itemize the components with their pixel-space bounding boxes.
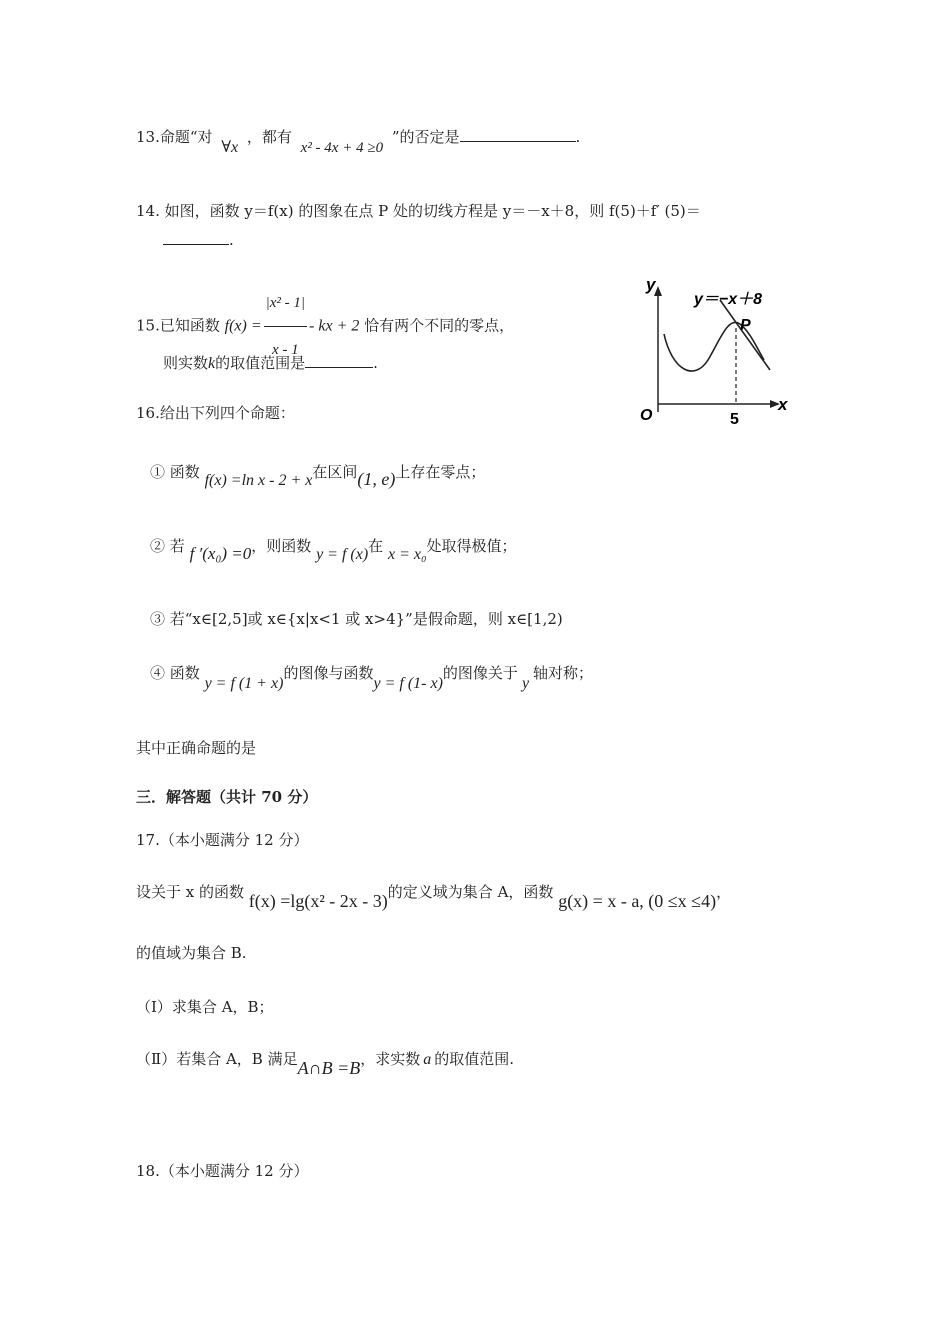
q15-end: . xyxy=(373,354,378,372)
question-13 xyxy=(136,126,581,156)
question-17-head: 17.（本小题满分 12 分） xyxy=(136,831,309,849)
q16-p4-math2: y = f (1- x) xyxy=(373,675,443,692)
question-15-line2 xyxy=(163,352,378,375)
q15-text-a: 15.已知函数 xyxy=(136,316,220,335)
q16-p2-math: f ′(x₀) =0 xyxy=(189,544,252,563)
q16-p1-c: 上存在零点； xyxy=(395,463,486,481)
q13-forall: ∀x xyxy=(221,139,239,156)
q17-l4-var: a xyxy=(423,1051,432,1068)
q17-l4-c: 的取值范围. xyxy=(434,1050,515,1068)
q15-text-b: 恰有两个不同的零点， xyxy=(364,316,515,335)
q17-line3: （Ⅰ）求集合 A，B； xyxy=(136,998,274,1016)
question-14 xyxy=(136,200,701,222)
question-14-line2 xyxy=(163,229,234,251)
q13-answer-blank xyxy=(460,127,576,142)
function-graph-figure xyxy=(628,272,798,432)
section-3-title: 三．解答题（共计 70 分） xyxy=(136,788,318,806)
q17-line4 xyxy=(136,1047,515,1078)
q16-p2-a: ② 若 xyxy=(150,537,185,555)
q16-p4-d: 轴对称； xyxy=(533,664,594,682)
point-p-label: P xyxy=(740,317,751,334)
tick-label-5: 5 xyxy=(730,411,739,428)
q16-ending: 其中正确命题的是 xyxy=(136,739,257,757)
q15-answer-blank xyxy=(305,353,373,368)
q16-p4-math3: y xyxy=(521,675,530,692)
q13-inequality: x² - 4x + 4 ≥0 xyxy=(300,140,384,156)
q17-l1-math2: g(x) = x - a, (0 ≤x ≤4) xyxy=(558,891,717,911)
tangent-line xyxy=(720,300,770,370)
q15-numerator: |x² - 1| xyxy=(264,280,307,327)
q13-text-b: ，都有 xyxy=(246,128,292,146)
question-16-title: 16.给出下列四个命题： xyxy=(136,404,295,422)
q14-end: . xyxy=(229,231,234,249)
q14-line1: 14. 如图，函数 y＝f(x) 的图象在点 P 处的切线方程是 y＝－x＋8，则 f(5)＋f′ (5)＝ xyxy=(136,202,701,220)
q15-lhs: f(x) = xyxy=(224,317,262,335)
tangent-equation: y＝−x＋8 xyxy=(694,291,763,308)
q17-l4-a: （Ⅱ）若集合 A，B 满足 xyxy=(136,1050,298,1068)
q16-p2-c: 在 xyxy=(368,537,384,555)
q16-p2-math2: y = f (x) xyxy=(316,546,369,563)
q16-proposition-4 xyxy=(150,662,594,692)
q15-line2-a: 则实数 xyxy=(163,354,209,372)
q13-text-c: ”的否定是 xyxy=(391,128,460,146)
q15-line2-b: 的取值范围是 xyxy=(215,354,306,372)
q16-p1-math: f(x) =ln x - 2 + x xyxy=(204,472,313,489)
x-label: x xyxy=(778,395,788,414)
q16-proposition-2 xyxy=(150,535,517,563)
q17-l1-c: ， xyxy=(716,883,732,901)
q17-l4-b: ，求实数 xyxy=(360,1050,421,1068)
q17-l1-b: 的定义域为集合 A，函数 xyxy=(387,883,554,901)
q16-p4-b: 的图像与函数 xyxy=(283,664,374,682)
q16-p2-d: 处取得极值； xyxy=(426,537,517,555)
question-18-head: 18.（本小题满分 12 分） xyxy=(136,1162,309,1180)
q16-p4-a: ④ 函数 xyxy=(150,664,200,682)
q17-l4-math: A∩B =B xyxy=(297,1058,361,1078)
q16-p2-b: ，则函数 xyxy=(251,537,312,555)
q15-rhs: - kx + 2 xyxy=(309,317,360,335)
q16-p1-interval: (1, e) xyxy=(357,469,396,489)
q16-proposition-3: ③ 若“x∈[2,5]或 x∈{x|x<1 或 x>4}”是假命题，则 x∈[1,2) xyxy=(150,610,563,628)
q16-p4-c: 的图像关于 xyxy=(442,664,518,682)
q16-p1-a: ① 函数 xyxy=(150,463,200,481)
origin-label: O xyxy=(640,407,653,424)
q15-denominator: x - 1 xyxy=(272,342,299,358)
q17-l1-math: f(x) =lg(x² - 2x - 3) xyxy=(248,891,388,911)
y-label: y xyxy=(646,275,656,294)
q16-p2-math3: x = x₀ xyxy=(387,546,427,563)
q17-line1 xyxy=(136,880,732,911)
q14-answer-blank xyxy=(163,230,229,245)
q16-proposition-1 xyxy=(150,460,486,489)
q16-p1-b: 在区间 xyxy=(312,463,358,481)
q15-k: k xyxy=(208,355,216,372)
q16-p4-math: y = f (1 + x) xyxy=(204,675,284,692)
q17-line2: 的值域为集合 B. xyxy=(136,944,247,962)
q13-text-a: 13.命题“对 xyxy=(136,128,213,146)
q17-l1-a: 设关于 x 的函数 xyxy=(136,883,244,901)
q13-end: . xyxy=(575,128,581,146)
